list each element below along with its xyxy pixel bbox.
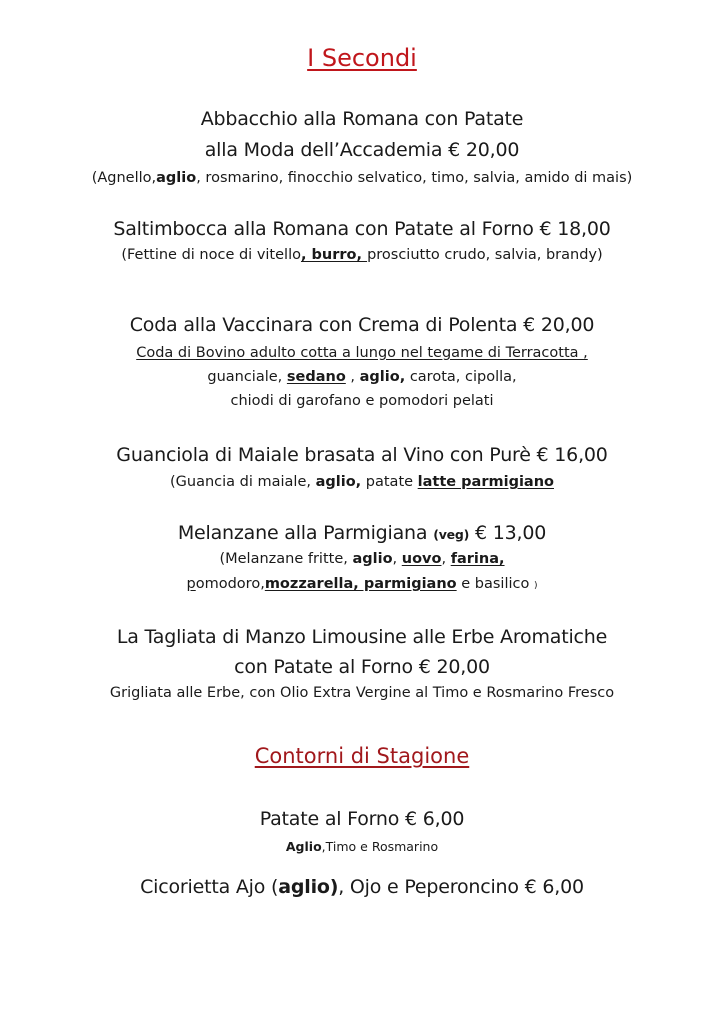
dish-guanciola-desc: (Guancia di maiale, aglio, patate latte parmigiano (170, 474, 554, 490)
dish-tagliata-desc: Grigliata alle Erbe, con Olio Extra Vergine al Timo e Rosmarino Fresco (109, 685, 615, 701)
dish-tagliata-name: La Tagliata di Manzo Limousine alle Erbe Aromatiche (116, 626, 608, 648)
dish-guanciola-name: Guanciola di Maiale brasata al Vino con Purè € 16,00 (116, 444, 608, 466)
dish-melanzane-desc-2: pomodoro,mozzarella, parmigiano e basilico ) (186, 576, 538, 592)
dish-melanzane-desc-1: (Melanzane fritte, aglio, uovo, farina, (219, 551, 505, 567)
contorno-patate-desc: Aglio,Timo e Rosmarino (285, 839, 439, 854)
dish-abbacchio-price: alla Moda dell’Accademia € 20,00 (204, 139, 520, 161)
dish-coda-desc-3: chiodi di garofano e pomodori pelati (230, 393, 494, 409)
dish-saltimbocca-desc: (Fettine di noce di vitello, burro, prosciutto crudo, salvia, brandy) (121, 247, 603, 263)
dish-saltimbocca-name: Saltimbocca alla Romana con Patate al Forno € 18,00 (113, 218, 611, 240)
dish-abbacchio-name: Abbacchio alla Romana con Patate (200, 108, 524, 130)
contorno-patate-name: Patate al Forno € 6,00 (259, 808, 465, 830)
section-title-contorni: Contorni di Stagione (254, 744, 470, 768)
dish-melanzane-name: Melanzane alla Parmigiana (veg) € 13,00 (177, 522, 547, 544)
dish-coda-desc-1: Coda di Bovino adulto cotta a lungo nel tegame di Terracotta , (136, 345, 588, 361)
contorno-cicorietta-name: Cicorietta Ajo (aglio), Ojo e Peperoncino € 6,00 (140, 876, 584, 898)
veg-badge: (veg) (433, 527, 470, 542)
dish-abbacchio-desc: (Agnello,aglio, rosmarino, finocchio selvatico, timo, salvia, amido di mais) (91, 170, 633, 186)
dish-coda-name: Coda alla Vaccinara con Crema di Polenta € 20,00 (129, 314, 595, 336)
page-title: I Secondi (307, 44, 417, 72)
dish-coda-desc-2: guanciale, sedano , aglio, carota, cipolla, (207, 369, 517, 385)
dish-tagliata-price: con Patate al Forno € 20,00 (234, 656, 490, 678)
